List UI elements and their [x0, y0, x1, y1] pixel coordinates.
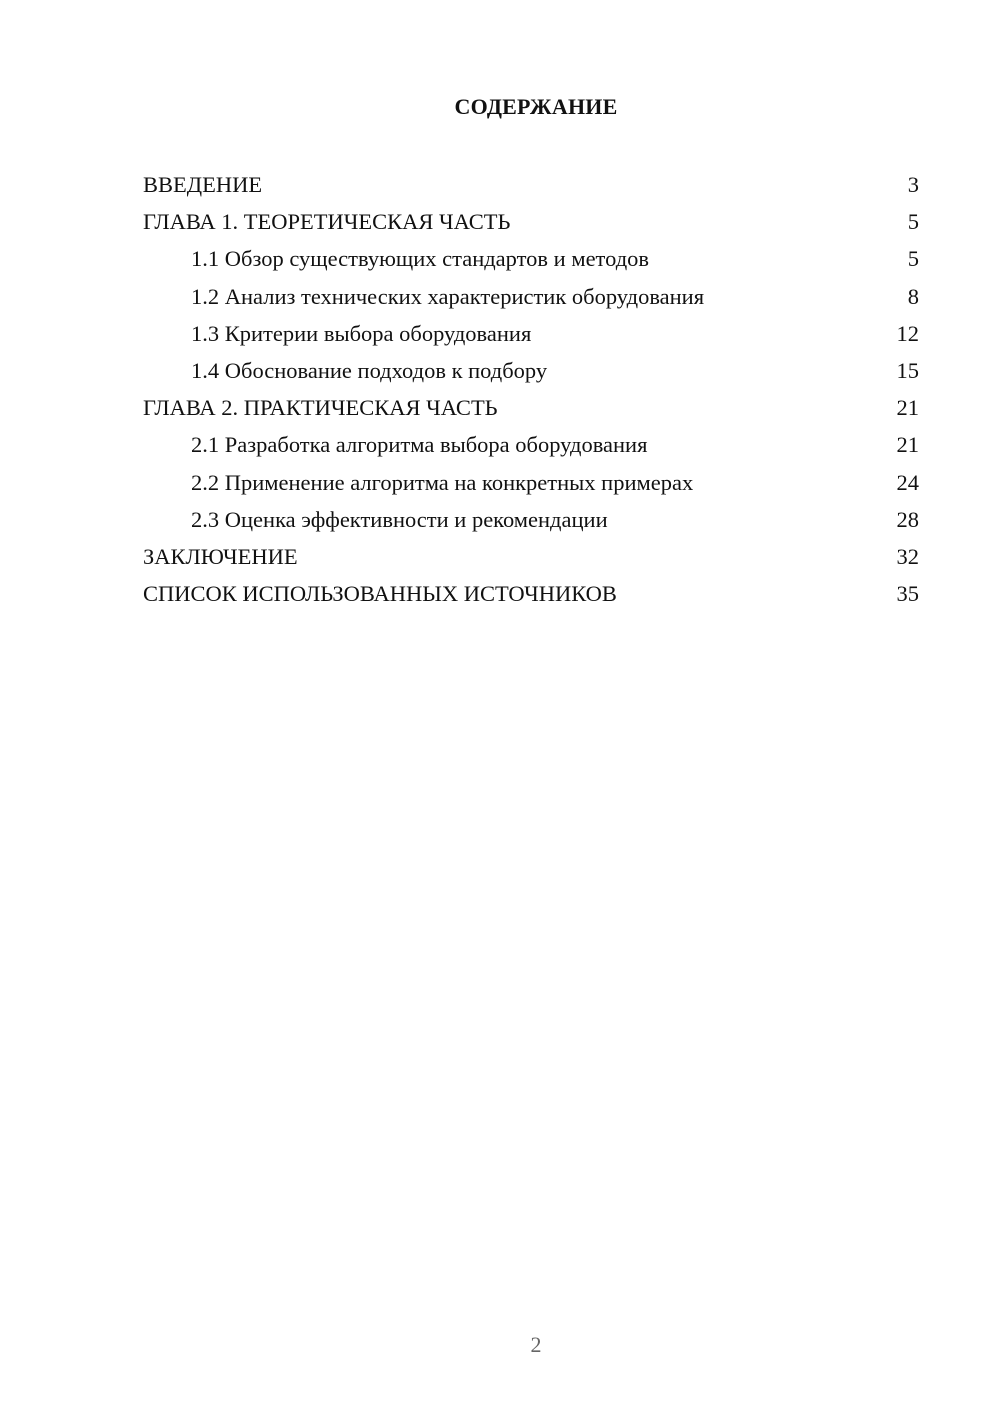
toc-entry-section-2-1[interactable]: [143, 426, 919, 463]
toc-entry-page: 15: [896, 357, 919, 383]
toc-entry-label: 1.4 Обоснование подходов к подбору: [191, 357, 548, 383]
toc-entry-label: ЗАКЛЮЧЕНИЕ: [143, 543, 298, 569]
toc-entry-chapter-1[interactable]: [143, 203, 919, 240]
toc-entry-conclusion[interactable]: [143, 538, 919, 575]
toc-entry-introduction[interactable]: [143, 166, 919, 203]
toc-entry-page: 35: [896, 581, 919, 607]
toc-entry-label: ВВЕДЕНИЕ: [143, 172, 263, 197]
toc-entry-label: 1.3 Критерии выбора оборудования: [191, 320, 532, 346]
toc-entry-page: 21: [896, 432, 919, 458]
toc-entry-page: 12: [896, 320, 919, 346]
toc-entry-label: ГЛАВА 2. ПРАКТИЧЕСКАЯ ЧАСТЬ: [143, 395, 498, 421]
toc-entry-chapter-2[interactable]: [143, 389, 919, 426]
toc-entry-page: 24: [896, 469, 919, 495]
toc-entry-section-1-3[interactable]: [143, 315, 919, 352]
toc-entry-references[interactable]: [143, 575, 919, 612]
toc-entry-page: 32: [896, 543, 919, 569]
toc-entry-page: 5: [907, 246, 919, 272]
toc-entry-section-2-3[interactable]: [143, 501, 919, 538]
toc-entry-label: ГЛАВА 1. ТЕОРЕТИЧЕСКАЯ ЧАСТЬ: [143, 209, 511, 235]
page-number: 2: [530, 1332, 542, 1357]
toc-entry-page: 21: [896, 395, 919, 421]
toc-entry-label: СПИСОК ИСПОЛЬЗОВАННЫХ ИСТОЧНИКОВ: [143, 581, 617, 607]
toc-entry-page: 5: [907, 209, 919, 235]
toc-entry-page: 28: [896, 506, 919, 532]
toc-entry-label: 1.2 Анализ технических характеристик оборудования: [191, 283, 705, 309]
toc-entry-label: 1.1 Обзор существующих стандартов и методов: [191, 246, 650, 272]
table-of-contents: [143, 166, 919, 612]
toc-entry-section-1-4[interactable]: [143, 352, 919, 389]
toc-entry-label: 2.1 Разработка алгоритма выбора оборудования: [191, 432, 648, 458]
toc-entry-section-1-1[interactable]: [143, 240, 919, 277]
toc-entry-page: 8: [907, 283, 919, 309]
toc-entry-section-2-2[interactable]: [143, 464, 919, 501]
toc-entry-label: 2.2 Применение алгоритма на конкретных примерах: [191, 469, 694, 495]
toc-entry-page: 3: [907, 172, 919, 197]
toc-entry-section-1-2[interactable]: [143, 278, 919, 315]
toc-title: СОДЕРЖАНИЕ: [454, 94, 618, 119]
toc-entry-label: 2.3 Оценка эффективности и рекомендации: [191, 506, 608, 532]
